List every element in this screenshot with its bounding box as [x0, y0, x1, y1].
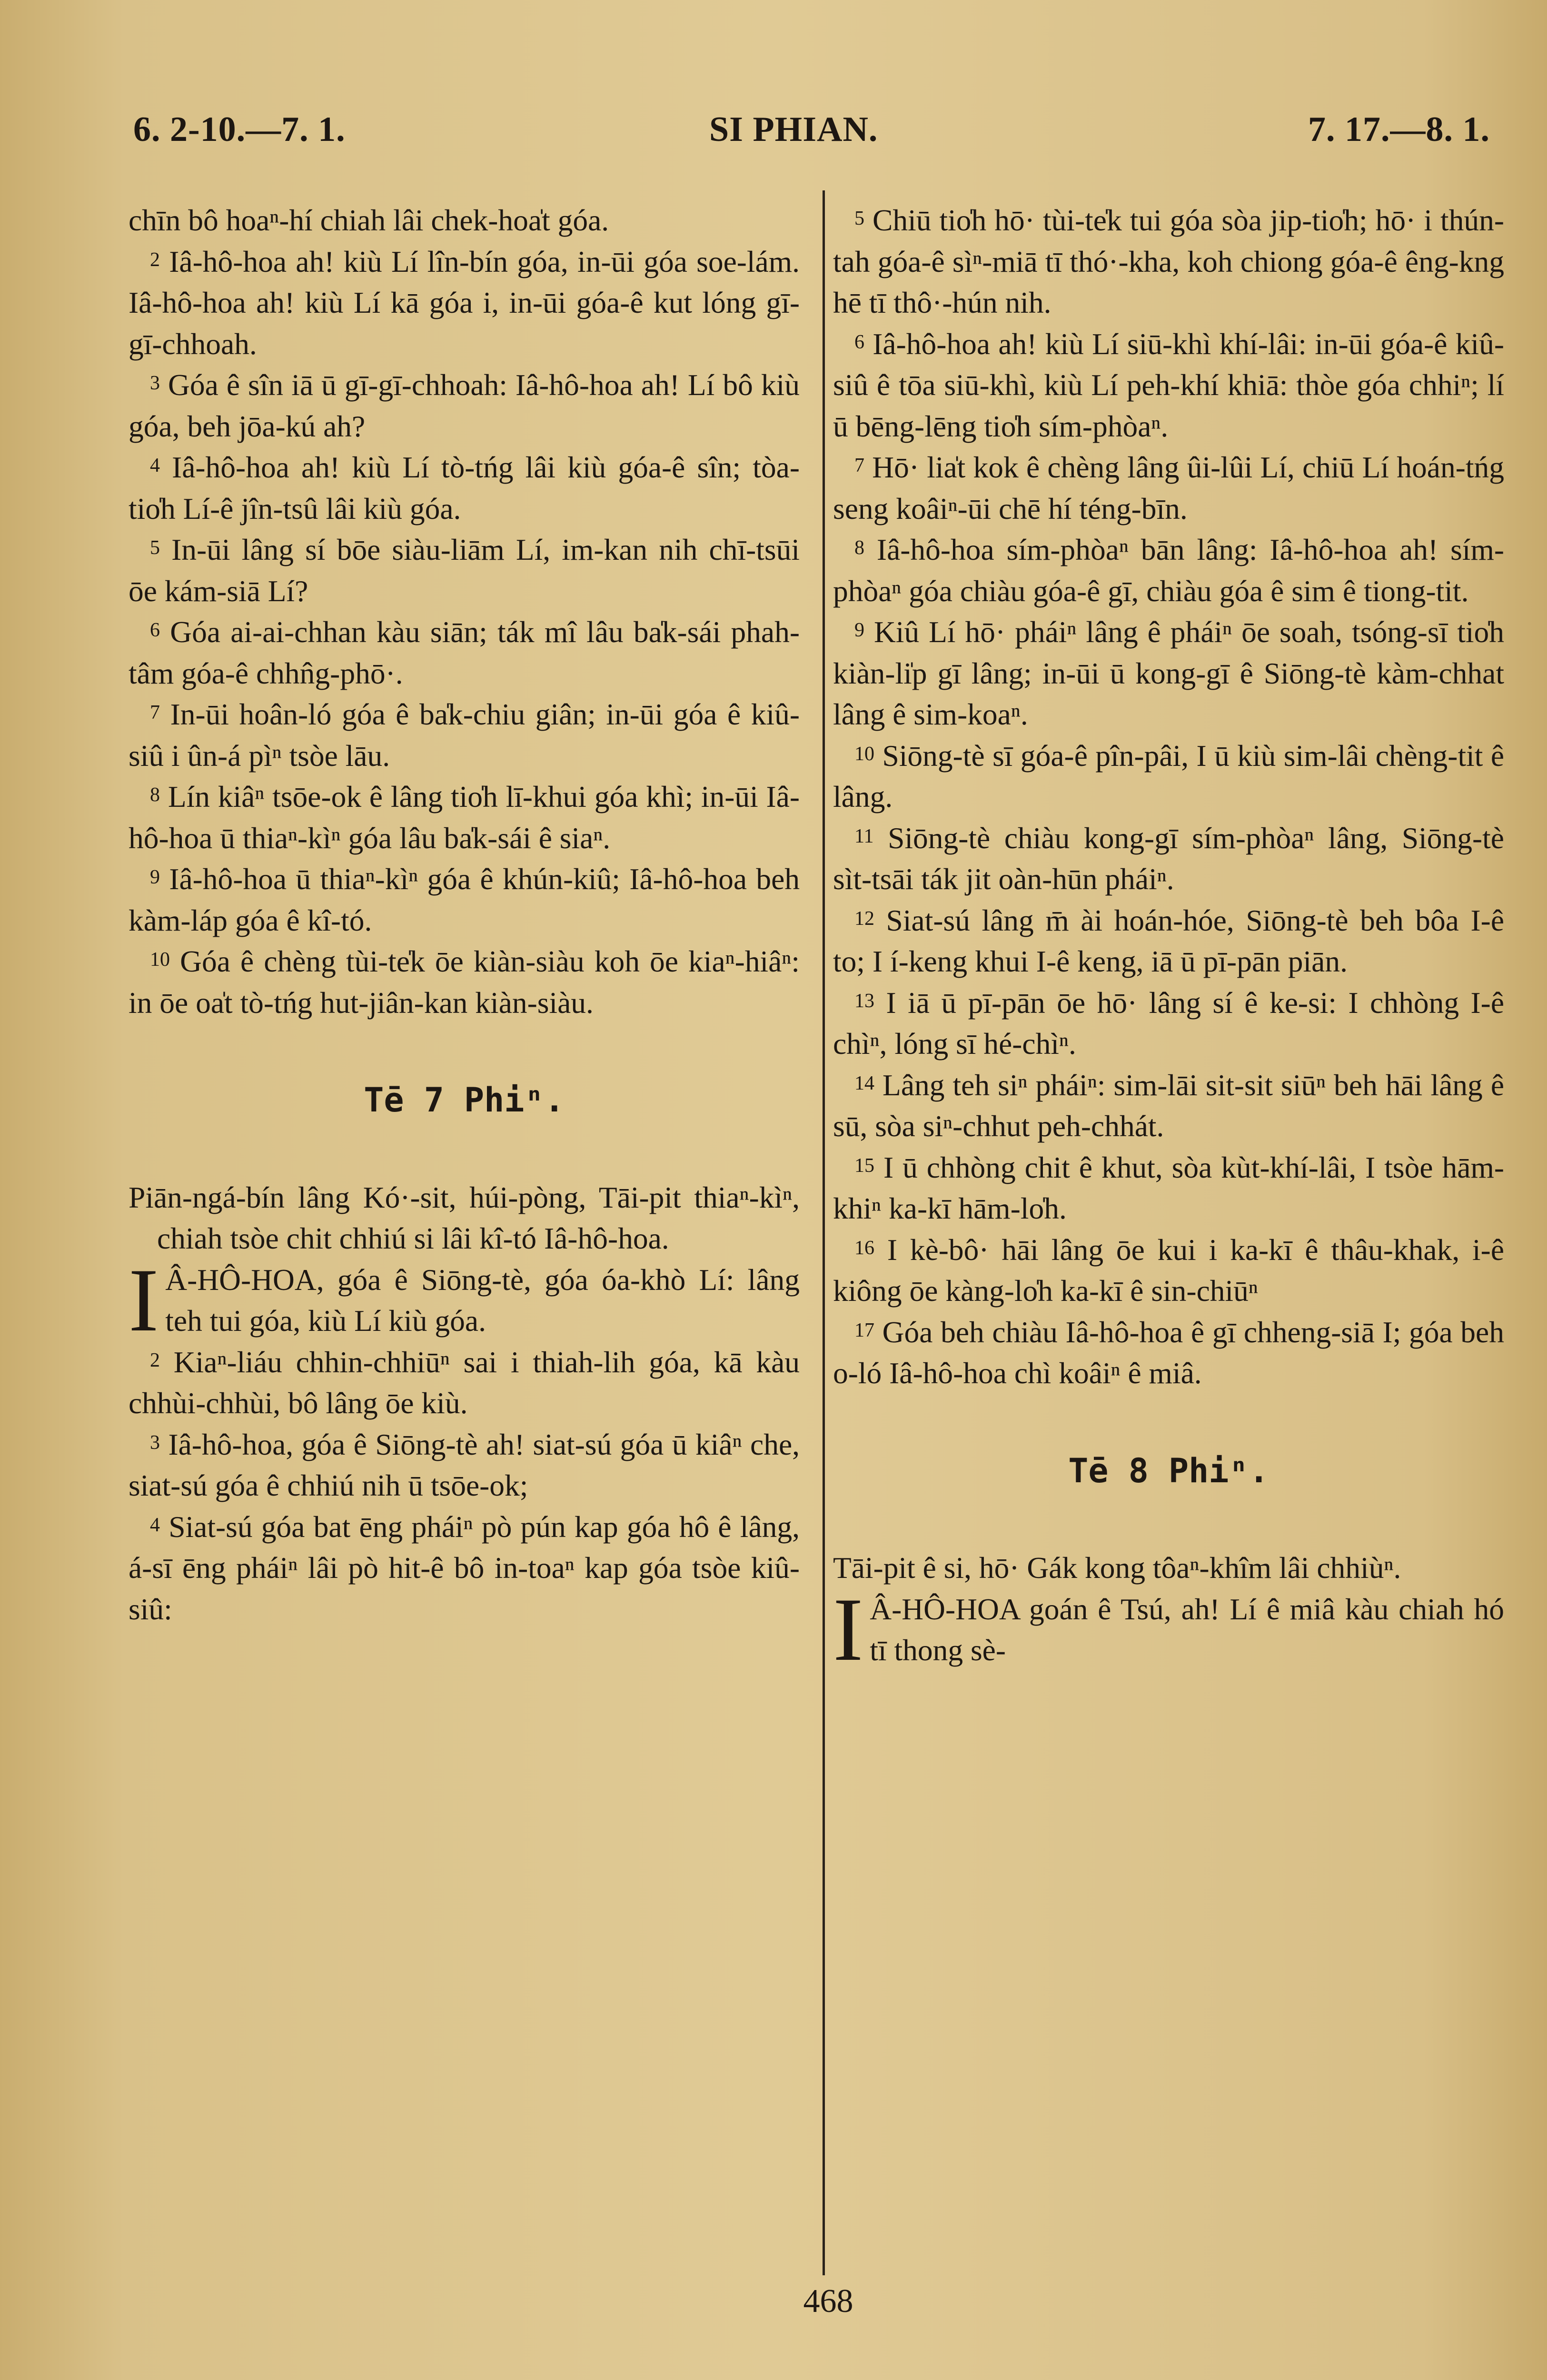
verse-text: In-ūi hoân-ló góa ê ba̍k-chiu giân; in-ūi góa ê kiû-siû i ûn-á pìⁿ tsòe lāu. — [129, 697, 800, 773]
verse-number: 17 — [854, 1319, 874, 1341]
opening-text: Â-HÔ-HOA, góa ê Siōng-tè, góa óa-khò Lí: lâng teh tui góa, kiù Lí kiù góa. — [165, 1262, 800, 1338]
verse-text: Siat-sú lâng m̄ ài hoán-hóe, Siōng-tè beh bôa I-ê to; I í-keng khui I-ê keng, iā ū pī-pān piān. — [833, 903, 1504, 978]
verse-text: Chiū tio̍h hō· tùi-te̍k tui góa sòa jip-tio̍h; hō· i thún-tah góa-ê sìⁿ-miā tī thó·-kha, koh chiong góa-ê êng-kng hē tī thô·-hún nih. — [833, 203, 1505, 319]
verse-number: 3 — [150, 1431, 160, 1454]
drop-cap: I — [833, 1579, 863, 1680]
verse-number: 2 — [150, 248, 160, 271]
verse — [129, 694, 800, 776]
chapter-7-title: Tē 7 Phiⁿ. — [364, 1081, 565, 1120]
verse-number: 8 — [150, 784, 160, 806]
verse — [129, 365, 800, 447]
verse — [833, 1147, 1504, 1230]
verse-number: 10 — [854, 743, 874, 765]
verse-text: Iâ-hô-hoa ah! kiù Lí tò-tńg lâi kiù góa-ê sîn; tòa-tio̍h Lí-ê jîn-tsû lâi kiù góa. — [129, 450, 800, 526]
verse-text: In-ūi lâng sí bōe siàu-liām Lí, im-kan nih chī-tsūi ōe kám-siā Lí? — [129, 533, 800, 608]
verse — [833, 200, 1504, 324]
verse-number: 12 — [854, 907, 874, 930]
chapter-8-title: Tē 8 Phiⁿ. — [1068, 1451, 1269, 1490]
verse-text: Góa ê sîn iā ū gī-gī-chhoah: Iâ-hô-hoa ah! Lí bô kiù góa, beh jōa-kú ah? — [129, 368, 800, 443]
verse — [129, 1342, 800, 1424]
verse-number: 4 — [150, 455, 160, 476]
verse-text: Góa ai-ai-chhan kàu siān; ták mî lâu ba̍k-sái phah-tâm góa-ê chhn̂g-phō·. — [129, 615, 800, 690]
page-number: 468 — [803, 2283, 853, 2320]
verse-text: I kè-bô· hāi lâng ōe kui i ka-kī ê thâu-khak, i-ê kiông ōe kàng-lo̍h ka-kī ê sin-chiūⁿ — [833, 1232, 1505, 1308]
verse — [833, 447, 1504, 529]
verse-text: Iâ-hô-hoa ū thiaⁿ-kìⁿ góa ê khún-kiû; Iâ-hô-hoa beh kàm-láp góa ê kî-tó. — [129, 862, 800, 937]
chapter-7-intro: Piān-ngá-bín lâng Kó·-sit, húi-pòng, Tāi-pit thiaⁿ-kìⁿ, chiah tsòe chit chhiú si lâi kî-tó Iâ-hô-hoa. — [129, 1180, 800, 1255]
left-verses-after — [129, 1342, 800, 1630]
header-book-title: SI PHIAN. — [709, 110, 878, 149]
verse — [833, 529, 1504, 612]
verse-text: Iâ-hô-hoa, góa ê Siōng-tè ah! siat-sú góa ū kiâⁿ che, siat-sú góa ê chhiú nih ū tsōe-ok; — [129, 1427, 800, 1502]
verse — [129, 941, 800, 1023]
verse-number: 9 — [150, 866, 160, 888]
verse-number: 2 — [150, 1349, 160, 1371]
chapter-7-opening — [129, 1250, 800, 1350]
verse — [833, 324, 1504, 447]
verse-text: Kiû Lí hō· pháiⁿ lâng ê pháiⁿ ōe soah, tsóng-sī tio̍h kiàn-li̍p gī lâng; in-ūi ū kong-gī ê Siōng-tè kàm-chhat lâng ê sim-koaⁿ. — [833, 615, 1504, 731]
running-header — [0, 109, 1547, 167]
verse — [833, 818, 1504, 900]
verse-number: 3 — [150, 372, 160, 394]
verse-number: 7 — [854, 455, 864, 476]
verse — [129, 776, 800, 859]
header-verse-range-left: 6. 2-10.—7. 1. — [133, 110, 346, 149]
verse-number: 8 — [854, 537, 864, 559]
verse-text: chīn bô hoaⁿ-hí chiah lâi chek-hoa̍t góa. — [129, 203, 609, 237]
verse-number: 4 — [150, 1514, 160, 1536]
drop-cap: I — [129, 1250, 159, 1350]
verse-number: 7 — [150, 702, 160, 724]
verse-text: Kiaⁿ-liáu chhin-chhiūⁿ sai i thiah-lih góa, kā kàu chhùi-chhùi, bô lâng ōe kiù. — [129, 1345, 800, 1420]
chapter-8-intro: Tāi-pit ê si, hō· Gák kong tôaⁿ-khîm lâi chhiùⁿ. — [833, 1551, 1401, 1585]
verse — [129, 859, 800, 941]
verse-text: Iâ-hô-hoa sím-phòaⁿ bān lâng: Iâ-hô-hoa ah! sím-phòaⁿ góa chiàu góa-ê gī, chiàu góa ê sim ê tiong-tit. — [833, 533, 1504, 608]
verse-text: I iā ū pī-pān ōe hō· lâng sí ê ke-si: I chhòng I-ê chìⁿ, lóng sī hé-chìⁿ. — [833, 985, 1505, 1061]
verse — [833, 1312, 1504, 1394]
verse-text: Siōng-tè chiàu kong-gī sím-phòaⁿ lâng, Siōng-tè sìt-tsāi ták jit oàn-hūn pháiⁿ. — [833, 821, 1504, 896]
verse-text: Iâ-hô-hoa ah! kiù Lí lîn-bín góa, in-ūi góa soe-lám. Iâ-hô-hoa ah! kiù Lí kā góa i, in-ūi góa-ê kut lóng gī-gī-chhoah. — [129, 244, 800, 361]
verse — [129, 529, 800, 612]
opening-text: Â-HÔ-HOA goán ê Tsú, ah! Lí ê miâ kàu chiah hó tī thong sè- — [870, 1592, 1504, 1667]
verse-number: 13 — [854, 990, 874, 1012]
verse — [129, 612, 800, 694]
verse-text: Lín kiâⁿ tsōe-ok ê lâng tio̍h lī-khui góa khì; in-ūi Iâ-hô-hoa ū thiaⁿ-kìⁿ góa lâu ba̍k-sái ê siaⁿ. — [129, 780, 800, 855]
verse-text: Lâng teh siⁿ pháiⁿ: sim-lāi sit-sit siūⁿ beh hāi lâng ê sū, sòa siⁿ-chhut peh-chhát. — [833, 1068, 1505, 1143]
verse-text: Góa beh chiàu Iâ-hô-hoa ê gī chheng-siā I; góa beh o-ló Iâ-hô-hoa chì koâiⁿ ê miâ. — [833, 1315, 1504, 1390]
verse-text: Góa ê chèng tùi-te̍k ōe kiàn-siàu koh ōe kiaⁿ-hiâⁿ: in ōe oa̍t tò-tńg hut-jiân-kan kiàn-siàu. — [129, 944, 800, 1020]
verse-number: 5 — [854, 208, 864, 229]
right-verses — [833, 200, 1504, 1394]
verse — [129, 200, 800, 241]
verse — [129, 1507, 800, 1630]
verse-number: 5 — [150, 537, 160, 559]
verse-text: I ū chhòng chit ê khut, sòa kùt-khí-lâi, I tsòe hām-khiⁿ ka-kī hām-lo̍h. — [833, 1150, 1505, 1225]
verse-number: 14 — [854, 1072, 874, 1094]
verse-number: 6 — [854, 331, 864, 353]
verse-number: 15 — [854, 1154, 874, 1177]
verse — [833, 1065, 1504, 1147]
verse — [129, 241, 800, 365]
verse-text: Siōng-tè sī góa-ê pîn-pâi, I ū kiù sim-lâi chèng-tit ê lâng. — [833, 738, 1504, 813]
chapter-8-opening — [833, 1579, 1504, 1680]
left-verses — [129, 200, 800, 1023]
header-verse-range-right: 7. 17.—8. 1. — [1308, 110, 1490, 149]
right-column — [833, 200, 1505, 1680]
verse-text: Iâ-hô-hoa ah! kiù Lí siū-khì khí-lâi: in-ūi góa-ê kiû-siû ê tōa siū-khì, kiù Lí peh-khí khiā: thòe góa chhiⁿ; lí ū bēng-lēng tio̍h sím-phòaⁿ. — [833, 327, 1504, 443]
verse-text: Siat-sú góa bat ēng pháiⁿ pò pún kap góa hô ê lâng, á-sī ēng pháiⁿ lâi pò hit-ê bô in-toaⁿ kap góa tsòe kiû-siû: — [129, 1509, 800, 1626]
verse-number: 11 — [854, 825, 874, 847]
verse — [129, 1424, 800, 1507]
verse — [833, 1230, 1504, 1312]
verse-number: 16 — [854, 1237, 874, 1259]
verse-number: 9 — [854, 619, 864, 641]
verse — [129, 447, 800, 529]
verse-number: 10 — [150, 949, 170, 971]
left-column — [129, 200, 800, 1630]
verse — [833, 900, 1504, 982]
verse — [833, 612, 1504, 735]
verse — [833, 982, 1504, 1065]
verse — [833, 735, 1504, 818]
verse-text: Hō· lia̍t kok ê chèng lâng ûi-lûi Lí, chiū Lí hoán-tńg seng koâiⁿ-ūi chē hí téng-bīn. — [833, 450, 1504, 526]
column-divider — [823, 190, 825, 2275]
verse-number: 6 — [150, 619, 160, 641]
